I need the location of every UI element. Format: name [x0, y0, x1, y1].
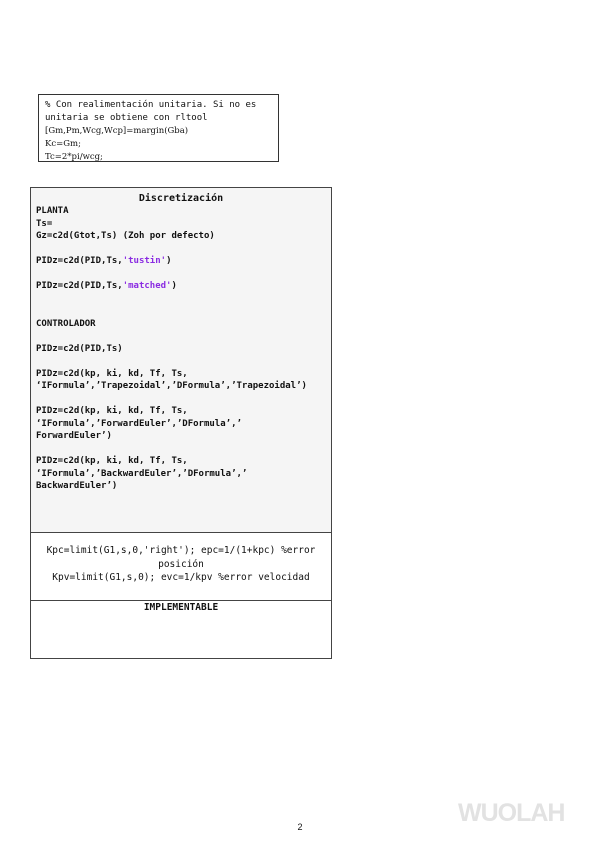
code-note-box — [38, 94, 279, 162]
code-suffix: ) — [166, 256, 172, 266]
code-suffix: ) — [171, 281, 177, 291]
backward-euler-line-1: PIDz=c2d(kp, ki, kd, Tf, Ts, — [36, 456, 188, 466]
backward-euler-line-3: BackwardEuler’) — [36, 481, 118, 491]
trapezoidal-line-1: PIDz=c2d(kp, ki, kd, Tf, Ts, — [36, 368, 188, 379]
forward-euler-line-1: PIDz=c2d(kp, ki, kd, Tf, Ts, — [36, 406, 188, 416]
backward-euler-line-2: ‘IFormula’,’BackwardEuler’,’DFormula’,’ — [36, 468, 248, 479]
error-posicion-line: Kpc=limit(G1,s,0,'right'); epc=1/(1+kpc) %error — [46, 545, 316, 556]
trapezoidal-line-2: ‘IFormula’,’Trapezoidal’,’DFormula’,’Trapezoidal’) — [36, 381, 307, 391]
comment-line: % Con realimentación unitaria. Si no es — [45, 100, 257, 110]
forward-euler-line-2: ‘IFormula’,’ForwardEuler’,’DFormula’,’ — [36, 418, 242, 429]
error-posicion-continued: posición — [158, 558, 204, 570]
comment-line-continued: unitaria se obtiene con rltool — [45, 113, 208, 123]
section-body — [31, 205, 331, 493]
pidz-tustin-line — [36, 255, 326, 268]
string-literal: 'tustin' — [122, 256, 167, 266]
margin-line: [Gm,Pm,Wcg,Wcp]=margin(Gba) — [45, 126, 189, 136]
ts-line: Ts= — [36, 218, 53, 229]
notes-table — [30, 187, 332, 659]
page-number: 2 — [297, 822, 303, 832]
controlador-heading: CONTROLADOR — [36, 318, 96, 329]
implementable-title: IMPLEMENTABLE — [143, 602, 219, 613]
gz-line — [36, 230, 326, 243]
pidz-default-line: PIDz=c2d(PID,Ts) — [36, 343, 123, 354]
watermark-logo: WUOLAH — [458, 799, 565, 827]
tc-line: Tc=2*pi/wcg; — [45, 152, 103, 162]
pidz-matched-line — [36, 280, 326, 293]
planta-heading: PLANTA — [36, 206, 69, 216]
string-literal: 'matched' — [122, 281, 172, 291]
errores-section — [31, 532, 331, 601]
forward-euler-line-3: ForwardEuler’) — [36, 431, 112, 441]
code-prefix: PIDz=c2d(PID,Ts, — [36, 281, 123, 291]
section-title: Discretización — [138, 193, 224, 204]
error-velocidad-line: Kpv=limit(G1,s,0); evc=1/kpv %error velocidad — [52, 572, 310, 583]
gz-code: Gz=c2d(Gtot,Ts) (Zoh por defecto) — [36, 231, 215, 241]
code-prefix: PIDz=c2d(PID,Ts, — [36, 256, 123, 266]
discretizacion-section — [31, 188, 331, 533]
kc-line: Kc=Gm; — [45, 139, 81, 149]
implementable-section — [31, 601, 331, 659]
